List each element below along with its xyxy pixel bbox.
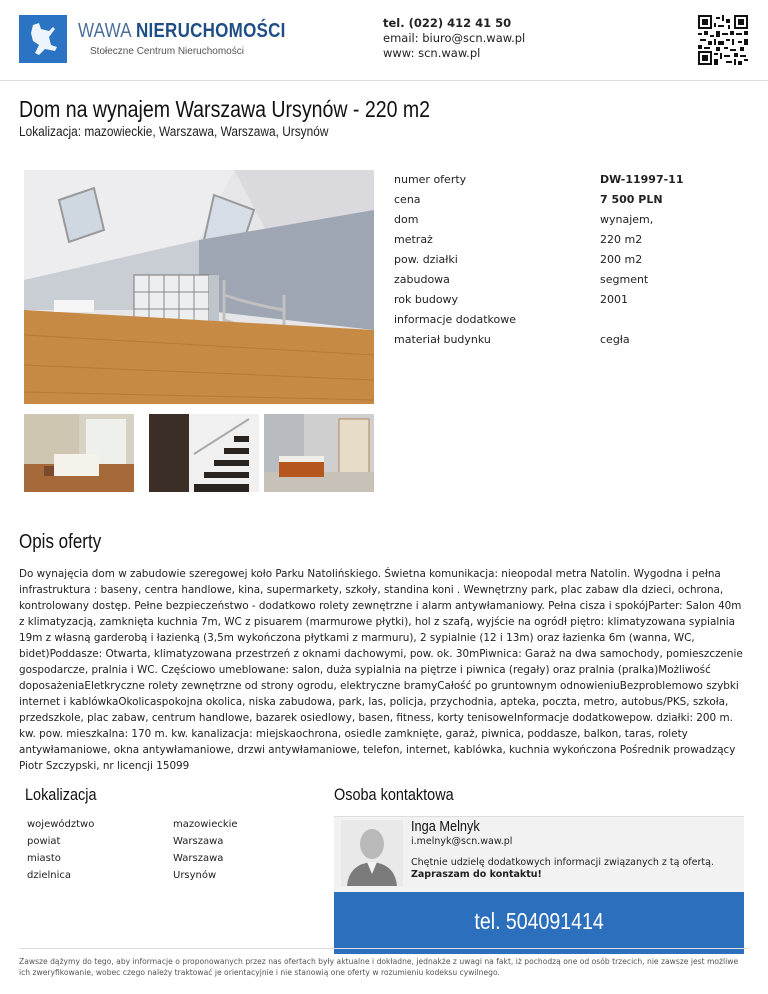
contact-heading: Osoba kontaktowa <box>334 785 454 804</box>
contact-phone[interactable]: tel. 504091414 <box>474 908 604 934</box>
description-text: Do wynajęcia dom w zabudowie szeregowej koło Parku Natolińskiego. Świetna komunikacja: nieopodal metra Natolin. Wygodna i pełna infrastruktura : baseny, centra handlowe, kina, supermarkety, szkoły, standina koni . Wewnętrzny park, plac zabaw dla dzieci, ochrona, kontrolowany dostęp. Pełne bezpieczeństwo - dodatkowo rolety zewnętrzne i alarm antywłamaniowy. Pełna cisza i spokójParter: Salon 40m z klimatyzacją, zamknięta kuchnia 7m, WC z pisuarem (marmurowe płytki), hol z szafą, wyjście na ogródł piętro: klimatyzowana sypialnia 19m z własną garderobą i łazienką (3,5m wykończona płytkami z marmuru), 2 sypialnie (12 i 13m) oraz łazienka 6m (wanna, WC, bidet)Poddasze: Otwarta, klimatyzowana przestrzeń z oknami dachowymi, pow. ok. 30mPiwnica: Garaż na dwa samochody, pomieszczenie gospodarcze, pralnia i WC. Częściowo umeblowane: salon, duża sypialnia na piętrze i piwnica (regały) oraz pralnia (pralka)Możliwość doposażeniaEletkryczne rolety zewnętrzne od strony ogrodu, elektryczne bramyCałość po gruntownym odnowieniuBezproblemowo szybki internet i kablówkaOkolicaspokojna okolica, niska zabudowa, park, las, policja, przychodnia, apteka, poczta, metro, autobus/PKS, szkoła, przedszkole, plac zabaw, centrum handlowe, bazarek osiedlowy, basen, fitness, korty tenisoweInformacje dodatkowepow. działki: 200 m. kw. pow. mieszkalna: 170 m. kw. kanalizacja: miejskaochrona, osiedle zamknięte, garaż, piwnica, poddasze, balkon, taras, rolety antywłamaniowe, okna antywłamaniowe, drzwi antywłamaniowe, telefon, internet, kablówka, kuchnia wykończona Pośrednik prowadzący Piotr Szczypski, nr licencji 15099 <box>19 568 743 772</box>
detail-row: zabudowa segment <box>394 273 649 286</box>
detail-row: rok budowy 2001 <box>394 293 628 306</box>
main-photo[interactable] <box>24 170 374 404</box>
contact-note: Chętnie udzielę dodatkowych informacji związanych z tą ofertą. Zapraszam do kontaktu! <box>411 857 714 880</box>
agency-contact <box>383 16 525 61</box>
footer-divider <box>19 948 748 949</box>
thumbnail-photo[interactable] <box>24 414 134 492</box>
company-tagline: Stołeczne Centrum Nieruchomości <box>90 46 244 57</box>
thumbnail-photo[interactable] <box>264 414 374 492</box>
header-divider <box>0 80 768 81</box>
details-table <box>394 170 748 350</box>
detail-row: numer oferty DW-11997-11 <box>394 173 684 186</box>
detail-row: dom wynajem, <box>394 213 654 226</box>
location-table <box>27 816 297 884</box>
detail-row: pow. działki 200 m2 <box>394 253 643 266</box>
footer-disclaimer: Zawsze dążymy do tego, aby informacje o proponowanych przez nas ofertach były aktualne i dokładne, jednakże z uwagi na fakt, iż pochodzą one od osób trzecich, nie zawsze jest możliwe ich zweryfikowanie, wobec czego należy traktować je orientacyjnie i nie stanowią one oferty w rozumieniu kodeksu cywilnego. <box>19 957 739 977</box>
detail-row: cena 7 500 PLN <box>394 193 663 206</box>
company-name: WAWA NIERUCHOMOŚCI <box>78 20 286 42</box>
agency-website[interactable]: www: scn.waw.pl <box>383 46 481 60</box>
thumbnail-photo[interactable] <box>149 414 259 492</box>
agency-phone[interactable]: tel. (022) 412 41 50 <box>383 16 512 30</box>
listing-title: Dom na wynajem Warszawa Ursynów - 220 m2 <box>19 96 431 122</box>
company-logo-icon <box>19 15 67 63</box>
location-heading: Lokalizacja <box>25 785 97 804</box>
location-row: powiat Warszawa <box>27 836 224 847</box>
agency-email[interactable]: email: biuro@scn.waw.pl <box>383 31 526 45</box>
location-row: miasto Warszawa <box>27 853 224 864</box>
detail-row: materiał budynku cegła <box>394 333 630 346</box>
avatar <box>341 820 403 886</box>
qr-code-icon <box>698 15 748 65</box>
location-row: dzielnica Ursynów <box>27 870 217 881</box>
listing-location: Lokalizacja: mazowieckie, Warszawa, Warszawa, Ursynów <box>19 124 329 139</box>
contact-email[interactable]: i.melnyk@scn.waw.pl <box>411 836 513 847</box>
description-heading: Opis oferty <box>19 531 102 553</box>
detail-row: informacje dodatkowe <box>394 313 517 326</box>
contact-name: Inga Melnyk <box>411 818 480 835</box>
detail-row: metraż 220 m2 <box>394 233 643 246</box>
location-row: województwo mazowieckie <box>27 819 238 830</box>
